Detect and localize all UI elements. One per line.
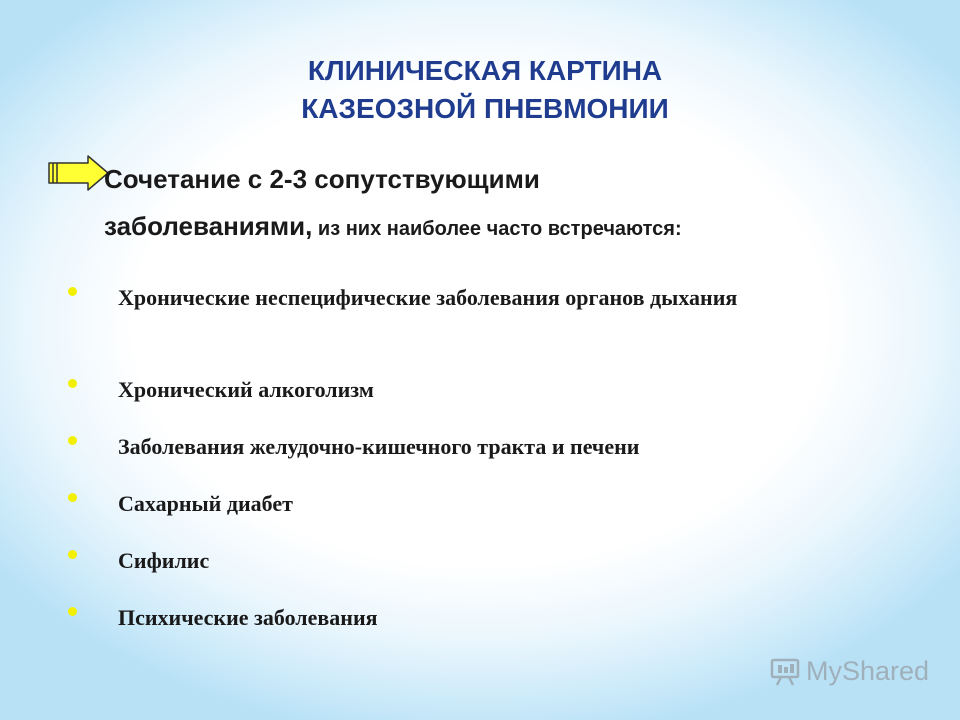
bullet-icon: [68, 493, 77, 502]
list-item-text: Сахарный диабет: [118, 491, 293, 516]
bullet-icon: [68, 436, 77, 445]
bullet-icon: [68, 550, 77, 559]
list-item-text: Заболевания желудочно-кишечного тракта и печени: [118, 434, 640, 459]
list-item-text: Психические заболевания: [118, 605, 378, 630]
intro-line-2-emphasis: заболеваниями,: [104, 211, 313, 241]
bullet-icon: [68, 607, 77, 616]
intro-text: [104, 158, 924, 252]
presentation-icon: [770, 658, 800, 686]
arrow-right-icon: [46, 155, 110, 191]
slide-title: [0, 52, 960, 128]
title-line-2: КАЗЕОЗНОЙ ПНЕВМОНИИ: [301, 93, 669, 124]
list-item-text: Сифилис: [118, 548, 210, 573]
intro-line-1: Сочетание с 2-3 сопутствующими: [104, 164, 540, 194]
list-item-text: Хронический алкоголизм: [118, 377, 374, 402]
myshared-watermark: [770, 656, 929, 687]
title-line-1: КЛИНИЧЕСКАЯ КАРТИНА: [307, 55, 663, 86]
bullet-icon: [68, 379, 77, 388]
intro-line-2-rest: из них наиболее часто встречаются:: [312, 218, 682, 240]
watermark-text: MyShared: [806, 656, 930, 686]
bullet-icon: [68, 287, 77, 296]
list-item-text: Хронические неспецифические заболевания органов дыхания: [118, 285, 738, 310]
